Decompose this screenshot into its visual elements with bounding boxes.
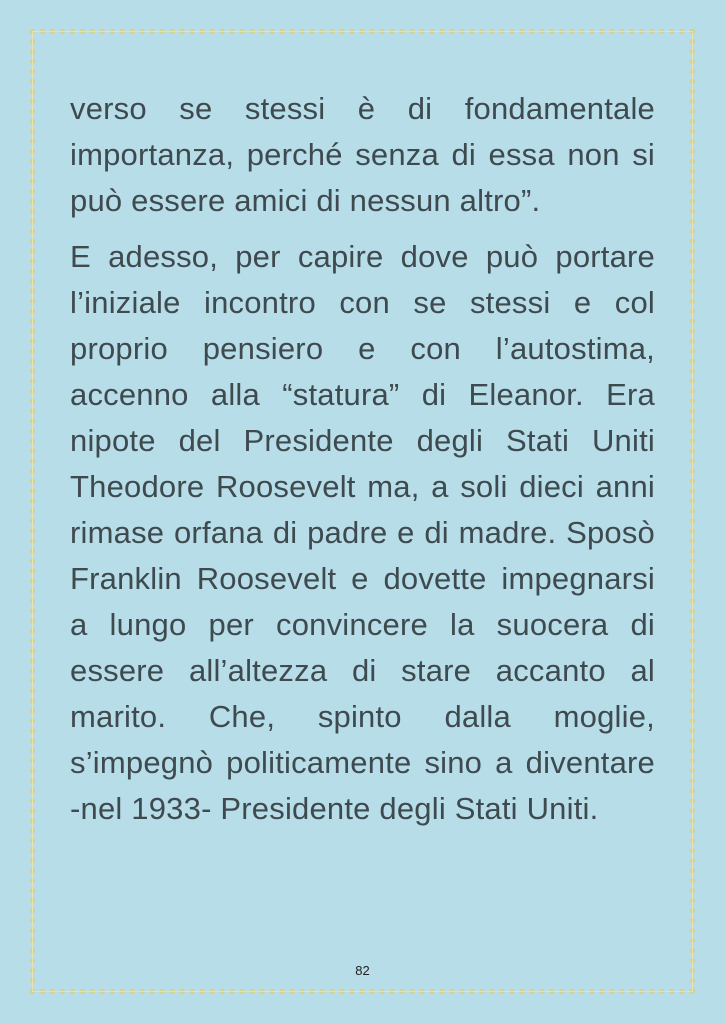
page-number: 82 [355, 963, 370, 978]
body-text [70, 86, 655, 832]
paragraph-1: verso se stessi è di fondamentale importanza, perché senza di essa non si può essere amici di nessun altro”. [70, 91, 655, 218]
paragraph-2: E adesso, per capire dove può portare l’iniziale incontro con se stessi e col proprio pensiero e con l’autostima, accenno alla “statura” di Eleanor. Era nipote del Presidente degli Stati Uniti Theodore Roosevelt ma, a soli dieci anni rimase orfana di padre e di madre. Sposò Franklin Roosevelt e dovette impegnarsi a lungo per convincere la suocera di essere all’altezza di stare accanto al marito. Che, spinto dalla moglie, s’impegnò politicamente sino a diventare -nel 1933- Presidente degli Stati Uniti. [70, 239, 655, 826]
